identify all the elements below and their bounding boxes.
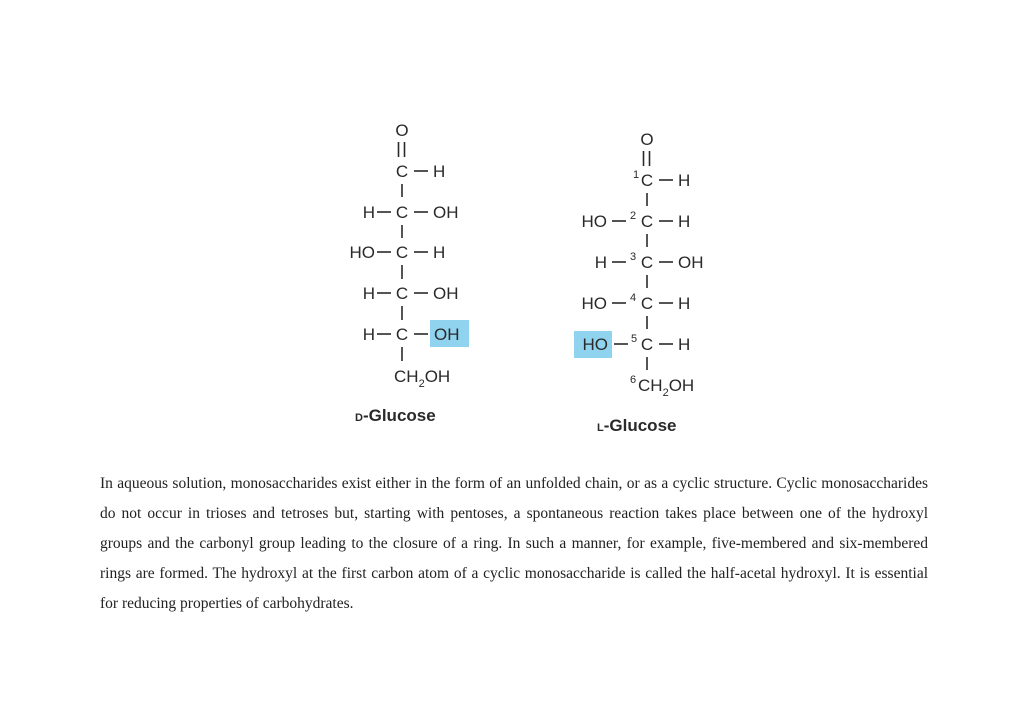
- d-c3-left: HO: [349, 243, 375, 262]
- l-c6-terminal: $CH_2OH$: [638, 376, 695, 399]
- d-c5-right: OH: [434, 325, 460, 344]
- d-c2-left: H: [362, 203, 375, 222]
- l-c1-right: H: [678, 171, 691, 190]
- l-c1-number: 1: [633, 169, 640, 181]
- d-c5-carbon: C: [395, 325, 409, 344]
- l-c3-right: OH: [678, 253, 704, 272]
- d-c1-carbon: C: [395, 162, 409, 181]
- l-c3-number: 3: [630, 251, 637, 263]
- l-c6-number: 6: [630, 374, 637, 386]
- l-c4-carbon: C: [640, 294, 654, 313]
- l-c2-carbon: C: [640, 212, 654, 231]
- d-c5-left: H: [362, 325, 375, 344]
- l-c4-right: H: [678, 294, 691, 313]
- d-c1-right: H: [433, 162, 446, 181]
- l-c5-carbon: C: [640, 335, 654, 354]
- body-paragraph: In aqueous solution, monosaccharides exist either in the form of an unfolded chain, or as a cyclic structure. Cyclic monosaccharides do not occur in trioses and tetroses but, starting with pentoses, a spontaneous reaction takes place between one of the hydroxyl groups and the carbonyl group leading to the closure of a ring. In such a manner, for example, five-membered and six-membered rings are formed. The hydroxyl at the first carbon atom of a cyclic monosaccharide is called the half-acetal hydroxyl. It is essential for reducing properties of carbohydrates.: [100, 474, 928, 612]
- d-c4-left: H: [362, 284, 375, 303]
- d-c2-carbon: C: [395, 203, 409, 222]
- l-glucose-label: L-Glucose: [597, 416, 677, 435]
- d-c2-right: OH: [433, 203, 459, 222]
- d-c3-carbon: C: [395, 243, 409, 262]
- l-c5-right: H: [678, 335, 691, 354]
- l-c5-left: HO: [582, 335, 608, 354]
- l-c2-left: HO: [581, 212, 607, 231]
- l-c4-left: HO: [581, 294, 607, 313]
- d-carbonyl-oxygen: O: [395, 121, 409, 140]
- l-carbonyl-oxygen: O: [640, 130, 654, 149]
- l-glucose-structure: [574, 130, 704, 435]
- d-glucose-structure: [350, 121, 470, 425]
- l-c3-left: H: [594, 253, 607, 272]
- d-glucose-label: D-Glucose: [355, 406, 436, 425]
- l-c5-number: 5: [631, 333, 638, 345]
- d-c3-right: H: [433, 243, 446, 262]
- l-c2-right: H: [678, 212, 691, 231]
- d-c6-terminal: $CH_2OH$: [394, 367, 451, 390]
- l-c4-number: 4: [630, 292, 637, 304]
- d-c4-right: OH: [433, 284, 459, 303]
- l-c1-carbon: C: [640, 171, 654, 190]
- l-c2-number: 2: [630, 210, 637, 222]
- d-c4-carbon: C: [395, 284, 409, 303]
- l-c3-carbon: C: [640, 253, 654, 272]
